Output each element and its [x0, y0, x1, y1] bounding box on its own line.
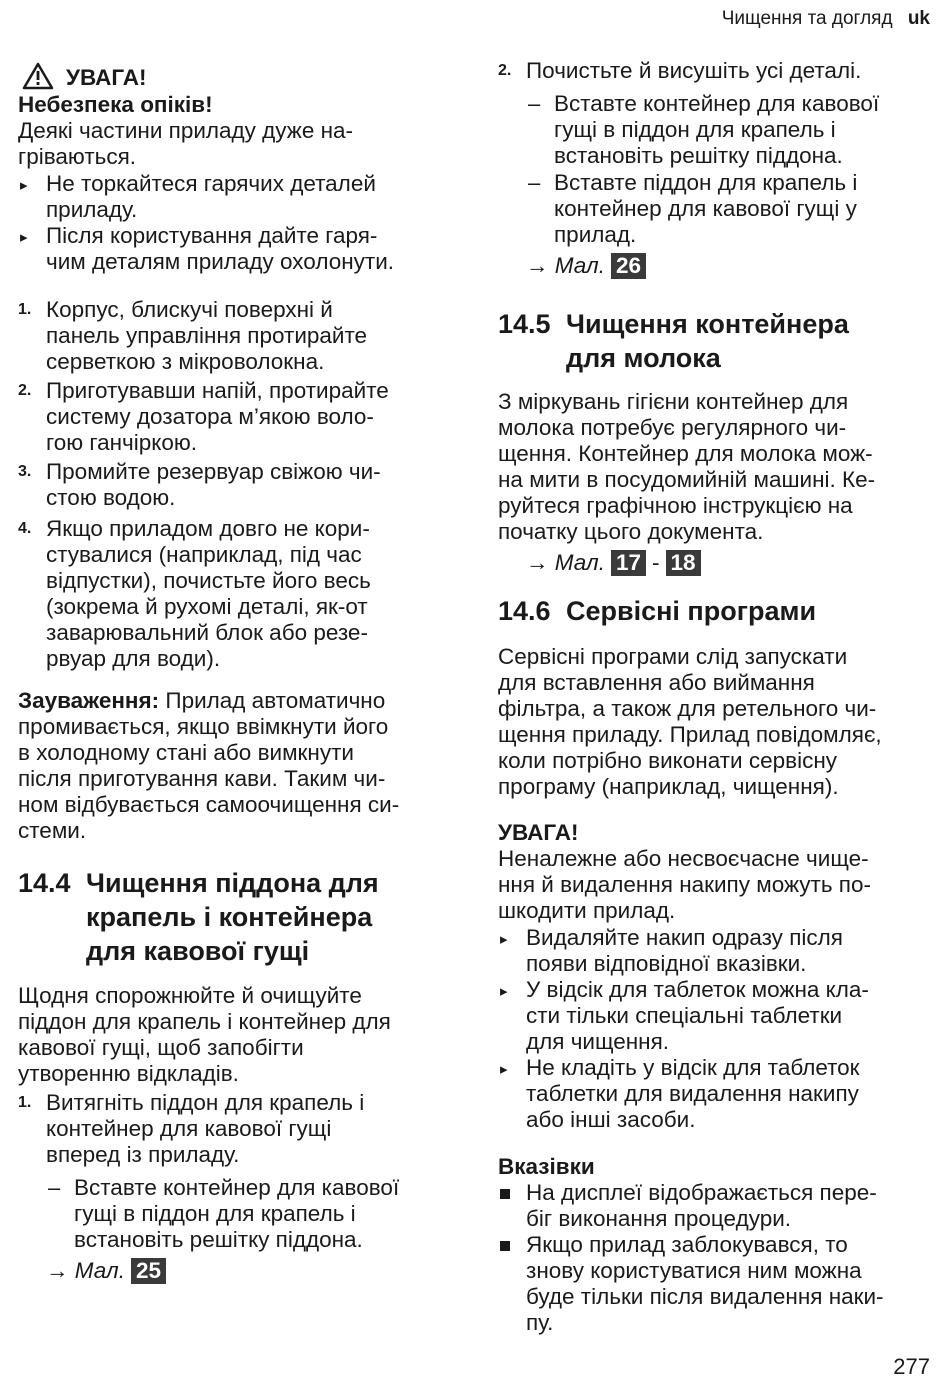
bullet-triangle-icon: ▸ — [500, 983, 508, 1000]
paragraph-line: молока потребує регулярного чи- — [498, 415, 847, 440]
paragraph-line: початку цього документа. — [498, 519, 764, 544]
warning-title: УВАГА! — [66, 65, 147, 90]
step-line: контейнер для кавової гущі — [46, 1116, 332, 1141]
note-label: Зауваження: — [18, 688, 160, 713]
paragraph-line: коли потрібно виконати сервісну — [498, 748, 838, 773]
step-line: Почистьте й висушіть усі деталі. — [526, 58, 862, 83]
figure-number-badge: 25 — [131, 1258, 166, 1284]
bullet-square-icon — [500, 1241, 510, 1251]
figure-label: Мал. — [554, 253, 605, 278]
hint-line: На дисплеї відображається пере- — [526, 1180, 877, 1205]
warning-bullet-line: чим деталям приладу охолонути. — [46, 249, 395, 274]
substep-line: гущі в піддон для крапель і — [74, 1201, 356, 1226]
substep-line: встановіть решітку піддона. — [554, 143, 843, 168]
hint-line: буде тільки після видалення наки- — [526, 1284, 884, 1309]
warning-text-line: гріваються. — [18, 144, 137, 169]
paragraph-line: програму (наприклад, чищення). — [498, 774, 839, 799]
paragraph-line: руйтеся графічною інструкцією на — [498, 493, 853, 518]
paragraph-line: піддон для крапель і контейнер для — [18, 1009, 391, 1034]
section-title-line: Чищення піддона для — [86, 868, 379, 898]
section-number: 14.6 — [498, 596, 551, 626]
note-line: ном відбувається самоочищення си- — [18, 792, 400, 817]
page-number: 277 — [893, 1354, 930, 1379]
figure-label: Мал. — [74, 1258, 125, 1283]
step-number: 1. — [18, 301, 32, 318]
note-first-line — [18, 688, 385, 714]
step-line: (зокрема й рухомі деталі, як-от — [46, 594, 368, 619]
paragraph-line: фільтра, а також для ретельного чи- — [498, 696, 877, 721]
substep-line: контейнер для кавової гущі у — [554, 196, 857, 221]
step-line: Витягніть піддон для крапель і — [46, 1090, 365, 1115]
note-line: в холодному стані або вимкнути — [18, 740, 354, 765]
paragraph-line: на мити в посудомийній машині. Ке- — [498, 467, 876, 492]
bullet-triangle-icon: ▸ — [20, 229, 28, 246]
step-line: систему дозатора м’якою воло- — [46, 404, 374, 429]
section-title-line: Чищення контейнера — [566, 309, 849, 339]
section-number: 14.5 — [498, 309, 551, 339]
step-number: 2. — [18, 382, 32, 399]
step-line: гою ганчіркою. — [46, 430, 197, 455]
paragraph-line: для вставлення або виймання — [498, 670, 815, 695]
warning-text-line: ння й видалення накипу можуть по- — [498, 872, 871, 897]
figure-number-badge: 18 — [666, 550, 701, 576]
step-line: відпустки), почистьте його весь — [46, 568, 371, 593]
step-line: стою водою. — [46, 485, 176, 510]
dash-marker: – — [528, 170, 541, 195]
step-line: рвуар для води). — [46, 646, 221, 671]
step-line: Корпус, блискучі поверхні й — [46, 297, 333, 322]
step-line: Якщо приладом довго не кори- — [46, 516, 370, 541]
section-title: Сервісні програми — [566, 596, 817, 626]
hint-line: Якщо прилад заблокувався, то — [526, 1232, 848, 1257]
step-line: стувалися (наприклад, під час — [46, 542, 362, 567]
warning-bullet-line: приладу. — [46, 197, 138, 222]
paragraph-line: кавової гущі, щоб запобігти — [18, 1035, 304, 1060]
paragraph-line: Щодня спорожнюйте й очищуйте — [18, 983, 362, 1008]
warning-text-line: Деякі частини приладу дуже на- — [18, 118, 354, 143]
warning-bullet-line: таблетки для видалення накипу — [526, 1081, 859, 1106]
warning-text-line: Неналежне або несвоєчасне чище- — [498, 846, 869, 871]
warning-bullet-line: Після користування дайте гаря- — [46, 223, 378, 248]
step-line: вперед із приладу. — [46, 1142, 240, 1167]
bullet-triangle-icon: ▸ — [500, 1061, 508, 1078]
section-number: 14.4 — [18, 868, 71, 898]
step-number: 4. — [18, 520, 32, 537]
running-header — [722, 8, 930, 30]
substep-line: Вставте піддон для крапель і — [554, 170, 858, 195]
step-line: панель управління протирайте — [46, 323, 368, 348]
section-title-line: для молока — [566, 343, 721, 373]
figure-reference — [46, 1258, 166, 1284]
figure-number-badge: 26 — [611, 253, 646, 279]
note-line: після приготування кави. Таким чи- — [18, 766, 386, 791]
bullet-square-icon — [500, 1189, 510, 1199]
warning-bullet-line: Не кладіть у відсік для таблеток — [526, 1055, 860, 1080]
step-number: 2. — [498, 62, 512, 79]
section-title-line: для кавової гущі — [86, 936, 310, 966]
substep-line: Вставте контейнер для кавової — [74, 1175, 400, 1200]
hint-line: пу. — [526, 1310, 554, 1335]
figure-number-badge: 17 — [611, 550, 646, 576]
note-text: Прилад автоматично — [159, 688, 386, 713]
step-line: Приготувавши напій, протирайте — [46, 378, 389, 403]
step-number: 3. — [18, 463, 32, 480]
paragraph-line: щення приладу. Прилад повідомляє, — [498, 722, 882, 747]
arrow-right-icon: → — [46, 1258, 75, 1283]
warning-bullet-line: для чищення. — [526, 1029, 670, 1054]
substep-line: встановіть решітку піддона. — [74, 1227, 363, 1252]
hint-line: біг виконання процедури. — [526, 1206, 792, 1231]
substep-line: прилад. — [554, 222, 637, 247]
figure-range-separator: - — [652, 550, 660, 575]
paragraph-line: утворенню відкладів. — [18, 1061, 239, 1086]
figure-label: Мал. — [554, 550, 605, 575]
dash-marker: – — [528, 91, 541, 116]
step-line: серветкою з мікроволокна. — [46, 349, 325, 374]
warning-text-line: шкодити прилад. — [498, 898, 676, 923]
figure-reference — [526, 253, 646, 279]
dash-marker: – — [48, 1175, 61, 1200]
arrow-right-icon: → — [526, 550, 555, 575]
paragraph-line: щення. Контейнер для молока мож- — [498, 441, 873, 466]
bullet-triangle-icon: ▸ — [20, 177, 28, 194]
step-line: Промийте резервуар свіжою чи- — [46, 459, 381, 484]
note-line: стеми. — [18, 818, 87, 843]
substep-line: гущі в піддон для крапель і — [554, 117, 836, 142]
warning-bullet-line: У відсік для таблеток можна кла- — [526, 977, 869, 1002]
figure-reference — [526, 550, 701, 576]
warning-bullet-line: або інші засоби. — [526, 1107, 696, 1132]
paragraph-line: З міркувань гігієни контейнер для — [498, 389, 849, 414]
note-line: промивається, якщо ввімкнути його — [18, 714, 389, 739]
step-line: заварювальний блок або резе- — [46, 620, 368, 645]
hint-line: знову користуватися ним можна — [526, 1258, 862, 1283]
warning-title: УВАГА! — [498, 820, 579, 845]
warning-bullet-line: Не торкайтеся гарячих деталей — [46, 171, 376, 196]
hints-title: Вказівки — [498, 1154, 595, 1179]
warning-triangle-icon — [22, 62, 54, 90]
warning-bullet-line: появи відповідної вказівки. — [526, 951, 807, 976]
arrow-right-icon: → — [526, 253, 555, 278]
warning-bullet-line: сти тільки спеціальні таблетки — [526, 1003, 843, 1028]
warning-bullet-line: Видаляйте накип одразу після — [526, 925, 843, 950]
warning-subtitle: Небезпека опіків! — [18, 92, 213, 117]
substep-line: Вставте контейнер для кавової — [554, 91, 880, 116]
step-number: 1. — [18, 1094, 32, 1111]
header-language-code: uk — [907, 8, 930, 29]
paragraph-line: Сервісні програми слід запускати — [498, 644, 848, 669]
bullet-triangle-icon: ▸ — [500, 931, 508, 948]
section-title-line: крапель і контейнера — [86, 902, 373, 932]
header-section-title: Чищення та догляд — [721, 8, 893, 29]
